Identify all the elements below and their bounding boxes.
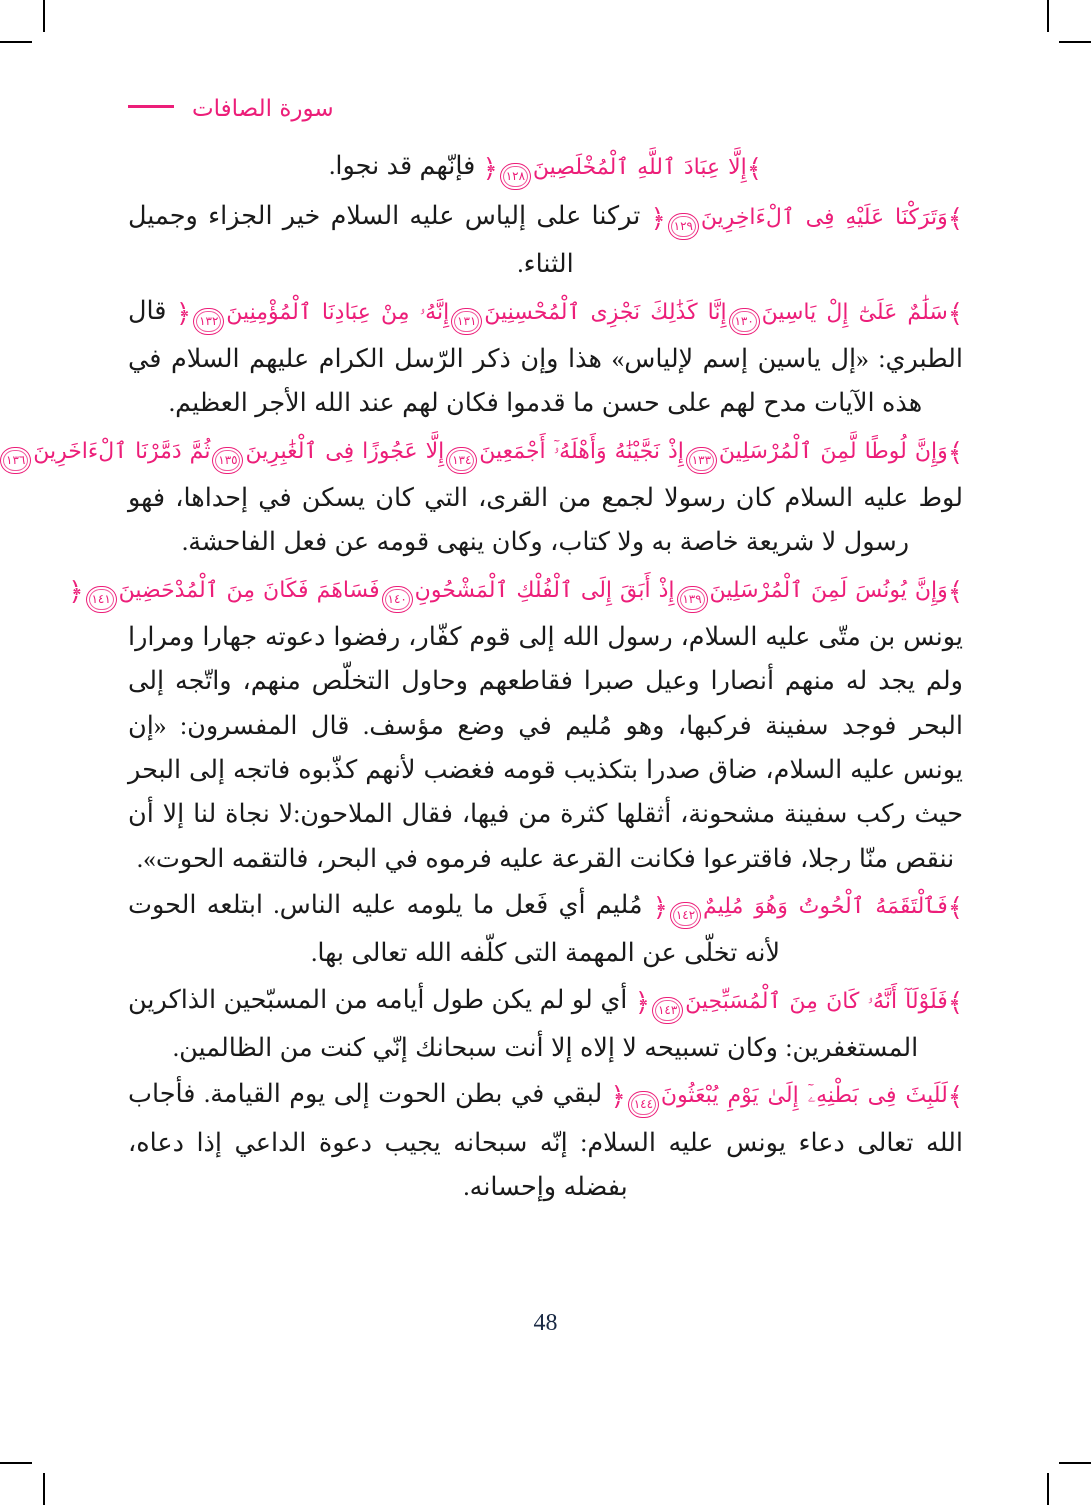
- ornate-bracket-open-icon: ﴾: [947, 437, 963, 468]
- ornate-bracket-close-icon: ﴿: [652, 893, 669, 924]
- ayah-text: وَإِنَّ لُوطًا لَّمِنَ ٱلْمُرْسَلِينَ: [718, 438, 948, 464]
- ayah-text: وَتَرَكْنَا عَلَيْهِ فِى ٱلْءَاخِرِينَ: [700, 205, 948, 231]
- ornate-bracket-open-icon: ﴾: [947, 1082, 964, 1113]
- tafsir-block-144: [128, 1072, 963, 1209]
- ayah-quote-130-132: [176, 298, 964, 329]
- crop-mark-top-left-horizontal: [0, 41, 32, 43]
- ornate-bracket-close-icon: ﴿: [650, 204, 666, 235]
- commentary-text: يونس بن متّى عليه السلام، رسول الله إلى قوم كفّار، رفضوا دعوته جهارا ومرارا ولم يجد له منهم أنصارا وعيل صبرا فقاطعهم وحاول التخلّص منهم، واتّجه إلى البحر فوجد سفينة فركبها، وهو مُليم في وضع مؤسف. قال المفسرون: «إن يونس عليه السلام، ضاق صدرا بتكذيب قومه فغضب لأنهم كذّبوه فاتجه إلى البحر حيث ركب سفينة مشحونة، أثقلها كثرة من فيها، فقال الملاحون:لا نجاة لنا إلا أن ننقص منّا رجلا، فاقترعوا فكانت القرعة عليه فرموه في البحر، فالتقمه الحوت».: [128, 621, 964, 873]
- ornate-bracket-open-icon: ﴾: [947, 987, 963, 1018]
- ayah-quote-133-138: [0, 437, 963, 468]
- verse-number-medallion: ١٢٩: [668, 213, 699, 240]
- ornate-bracket-open-icon: ﴾: [746, 154, 762, 184]
- surah-header-title: سورة الصافات: [192, 96, 334, 122]
- tafsir-block-133-138: [6, 428, 963, 565]
- ayah-text: فَٱلْتَقَمَهُ ٱلْحُوتُ وَهُوَ مُلِيمٌ: [703, 894, 948, 920]
- header-rule-decoration: [128, 105, 174, 108]
- verse-number-medallion: ١٣٠: [729, 308, 760, 335]
- tafsir-block-142: [128, 883, 963, 976]
- verse-number-medallion: ١٣٣: [686, 447, 717, 474]
- verse-number-medallion: ١٢٨: [500, 163, 531, 190]
- crop-mark-top-right-horizontal: [1059, 41, 1091, 43]
- tafsir-block-139-141: [68, 567, 964, 881]
- ayah-text: إِذْ أَبَقَ إِلَى ٱلْفُلْكِ ٱلْمَشْحُونِ: [414, 577, 675, 603]
- crop-mark-bottom-left-vertical: [43, 1473, 45, 1505]
- commentary-text: أي لو لم يكن طول أيامه من المسبّحين الذاكرين المستغفرين: وكان تسبيحه لا إلاه إلا أنت سبحانك إنّي كنت من الظالمين.: [128, 984, 919, 1062]
- ayah-quote-143: [634, 987, 963, 1018]
- ayah-quote-142: [652, 893, 964, 924]
- commentary-text: «إل ياسين إسم لإلياس» هذا وإن ذكر الرّسل الكرام عليهم السلام في هذه الآيات مدح لهم على حسن ما قدموا فكان لهم عند الله الأجر العظيم.: [128, 344, 923, 418]
- commentary-attribution: قال الطبري:: [128, 295, 964, 374]
- ayah-text: سَلَٰمٌ عَلَىٰٓ إِلْ يَاسِينَ: [761, 299, 948, 325]
- page-content: [6, 96, 964, 1211]
- commentary-text: لبقي في بطن الحوت إلى يوم القيامة. فأجاب الله تعالى دعاء يونس عليه السلام: إنّه سبحانه يجيب دعوة الداعي إذا دعاه، بفضله وإحسانه.: [128, 1079, 963, 1201]
- page-number: 48: [533, 1310, 558, 1336]
- ayah-text: إِذْ نَجَّيْنَٰهُ وَأَهْلَهُۥٓ أَجْمَعِينَ: [479, 438, 684, 464]
- ayah-quote-139-141: [68, 576, 963, 607]
- crop-mark-bottom-right-horizontal: [1059, 1462, 1091, 1464]
- verse-number-medallion: ١٣٩: [677, 586, 708, 613]
- ayah-text: فَلَوْلَآ أَنَّهُۥ كَانَ مِنَ ٱلْمُسَبِّحِينَ: [685, 988, 948, 1014]
- ornate-bracket-close-icon: ﴿: [176, 298, 192, 329]
- ayah-text: إِلَّا عِبَادَ ٱللَّهِ ٱلْمُخْلَصِينَ: [532, 155, 747, 180]
- ornate-bracket-open-icon: ﴾: [947, 298, 964, 329]
- ayah-text: لَلَبِثَ فِى بَطْنِهِۦٓ إِلَىٰ يَوْمِ يُبْعَثُونَ: [660, 1083, 948, 1109]
- tafsir-block-128: [128, 144, 963, 192]
- verse-number-medallion: ١٣٤: [446, 447, 477, 474]
- verse-number-medallion: ١٤٢: [670, 902, 701, 929]
- verse-number-medallion: ١٣١: [451, 308, 482, 335]
- ayah-text: إِلَّا عَجُوزًا فِى ٱلْغَٰبِرِينَ: [245, 438, 445, 464]
- tafsir-block-129: [128, 194, 963, 287]
- ayah-quote-128: [482, 154, 762, 184]
- verse-number-medallion: ١٣٢: [193, 308, 224, 335]
- verse-number-medallion: ١٣٥: [212, 447, 243, 474]
- commentary-text: لوط عليه السلام كان رسولا لجمع من القرى، التي كان يسكن في إحداها، فهو رسول لا شريعة خاصة به ولا كتاب، وكان ينهى قومه عن فعل الفاحشة.: [128, 483, 963, 557]
- verse-number-medallion: ١٤١: [86, 586, 117, 613]
- ayah-text: وَإِنَّ يُونُسَ لَمِنَ ٱلْمُرْسَلِينَ: [709, 577, 948, 603]
- verse-number-medallion: ١٤٤: [628, 1091, 659, 1118]
- crop-mark-bottom-right-vertical: [1047, 1473, 1049, 1505]
- tafsir-block-130-132: [128, 289, 963, 426]
- verse-number-medallion: ١٤٠: [382, 586, 413, 613]
- ornate-bracket-close-icon: ﴿: [68, 576, 84, 607]
- ayah-quote-144: [610, 1082, 964, 1113]
- ornate-bracket-open-icon: ﴾: [947, 204, 963, 235]
- ornate-bracket-close-icon: ﴿: [610, 1082, 626, 1113]
- verse-number-medallion: ١٣٦: [0, 447, 31, 474]
- tafsir-block-143: [128, 978, 963, 1071]
- crop-mark-top-left-vertical: [43, 0, 45, 32]
- ayah-quote-129: [650, 204, 963, 235]
- ornate-bracket-close-icon: ﴿: [482, 154, 498, 184]
- verse-number-medallion: ١٤٣: [652, 997, 683, 1024]
- ayah-text: إِنَّهُۥ مِنْ عِبَادِنَا ٱلْمُؤْمِنِينَ: [226, 299, 450, 325]
- crop-mark-bottom-left-horizontal: [0, 1462, 32, 1464]
- running-head: [128, 96, 963, 122]
- crop-mark-top-right-vertical: [1047, 0, 1049, 32]
- ayah-text: ثُمَّ دَمَّرْنَا ٱلْءَاخَرِينَ: [33, 438, 211, 464]
- ayah-text: إِنَّا كَذَٰلِكَ نَجْزِى ٱلْمُحْسِنِينَ: [484, 299, 727, 325]
- ornate-bracket-open-icon: ﴾: [947, 893, 964, 924]
- ayah-text: فَسَاهَمَ فَكَانَ مِنَ ٱلْمُدْحَضِينَ: [118, 577, 380, 603]
- ornate-bracket-open-icon: ﴾: [947, 576, 963, 607]
- commentary-text: مُليم أي فَعل ما يلومه عليه الناس. ابتلعه الحوت لأنه تخلّى عن المهمة التى كلّفه الله تعالى بها.: [128, 890, 781, 968]
- ornate-bracket-close-icon: ﴿: [634, 987, 651, 1018]
- commentary-text: فإنّهم قد نجوا.: [329, 151, 476, 180]
- commentary-text: تركنا على إلياس عليه السلام خير الجزاء وجميل الثناء.: [128, 201, 641, 279]
